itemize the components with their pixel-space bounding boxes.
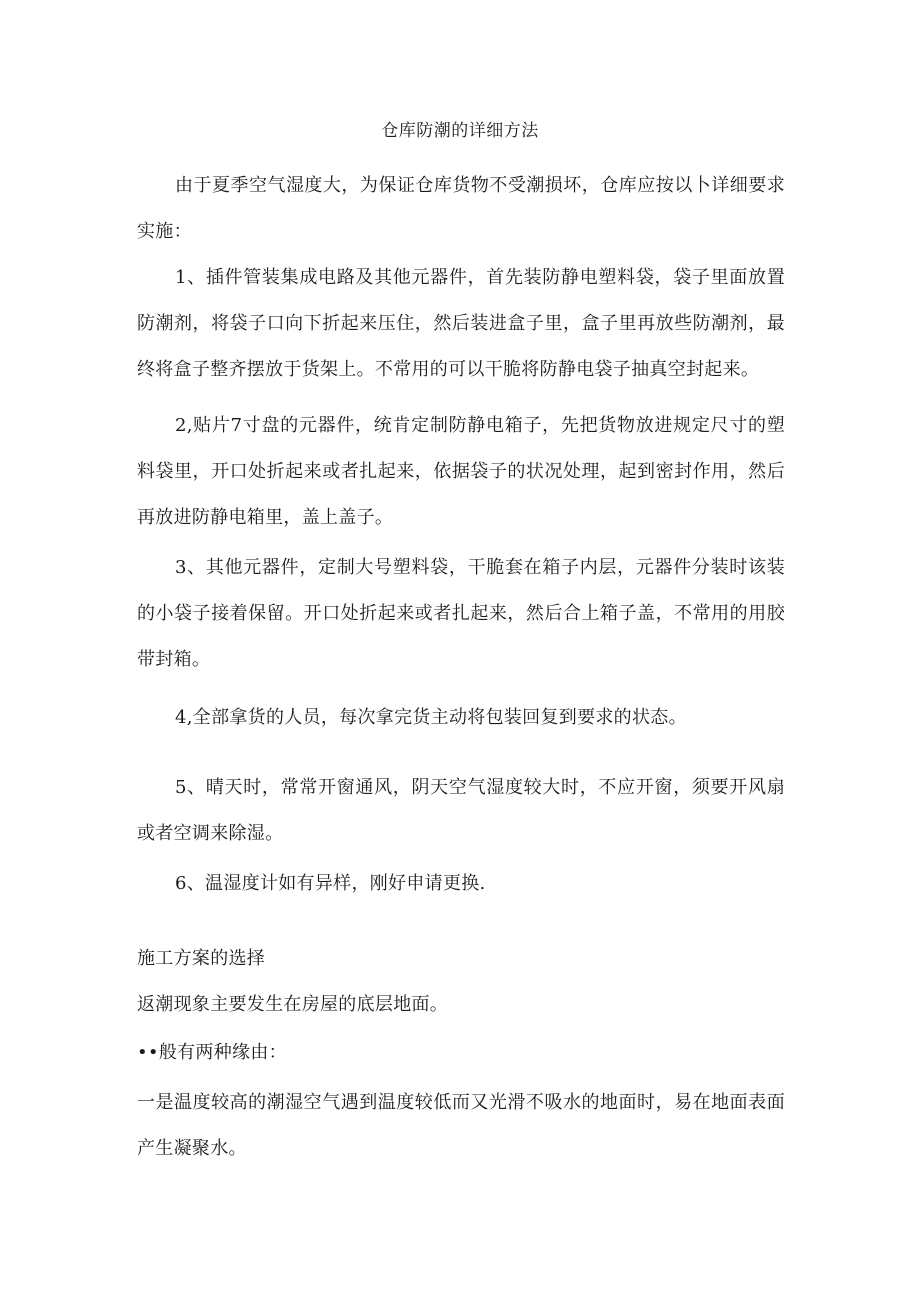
section-line-1: 返潮现象主要发生在房屋的底层地面。 xyxy=(137,994,449,1015)
section-heading: 施工方案的选择 xyxy=(137,948,266,969)
item-4-paragraph: 4,全部拿货的人员，每次拿完货主动将包装回复到要求的状态。 xyxy=(175,707,687,728)
document-title: 仓库防潮的详细方法 xyxy=(381,121,539,141)
section-line-2: ••般有两种缘由： xyxy=(137,1042,287,1063)
item-1-paragraph: 1、插件管装集成电路及其他元器件，首先装防静电塑料袋，袋子里面放置防潮剂，将袋子口向下折起来压住，然后装进盒子里，盒子里再放些防潮剂，最终将盒子整齐摆放于货架上。不常用的可以干脆将防静电袋子抽真空封起来。 xyxy=(137,267,785,380)
intro-paragraph: 由于夏季空气湿度大，为保证仓库货物不受潮损坏，仓库应按以卜详细要求实施： xyxy=(137,175,785,242)
item-2-paragraph: 2,贴片7寸盘的元器件，统肯定制防静电箱子，先把货物放进规定尺寸的塑料袋里，开口处折起来或者扎起来，依据袋子的状况处理，起到密封作用，然后再放进防静电箱里，盖上盖子。 xyxy=(137,415,785,528)
item-5-paragraph: 5、晴天时，常常开窗通风，阴天空气湿度较大时，不应开窗，须要开风扇或者空调来除湿。 xyxy=(137,777,785,844)
item-6-paragraph: 6、温湿度计如有异样，刚好申请更换. xyxy=(175,873,486,894)
section-line-3: 一是温度较高的潮湿空气遇到温度较低而又光滑不吸水的地面时，易在地面表面产生凝聚水。 xyxy=(137,1092,785,1159)
item-3-paragraph: 3、其他元器件，定制大号塑料袋，干脆套在箱子内层，元器件分装时该装的小袋子接着保留。开口处折起来或者扎起来，然后合上箱子盖，不常用的用胶带封箱。 xyxy=(137,557,785,670)
